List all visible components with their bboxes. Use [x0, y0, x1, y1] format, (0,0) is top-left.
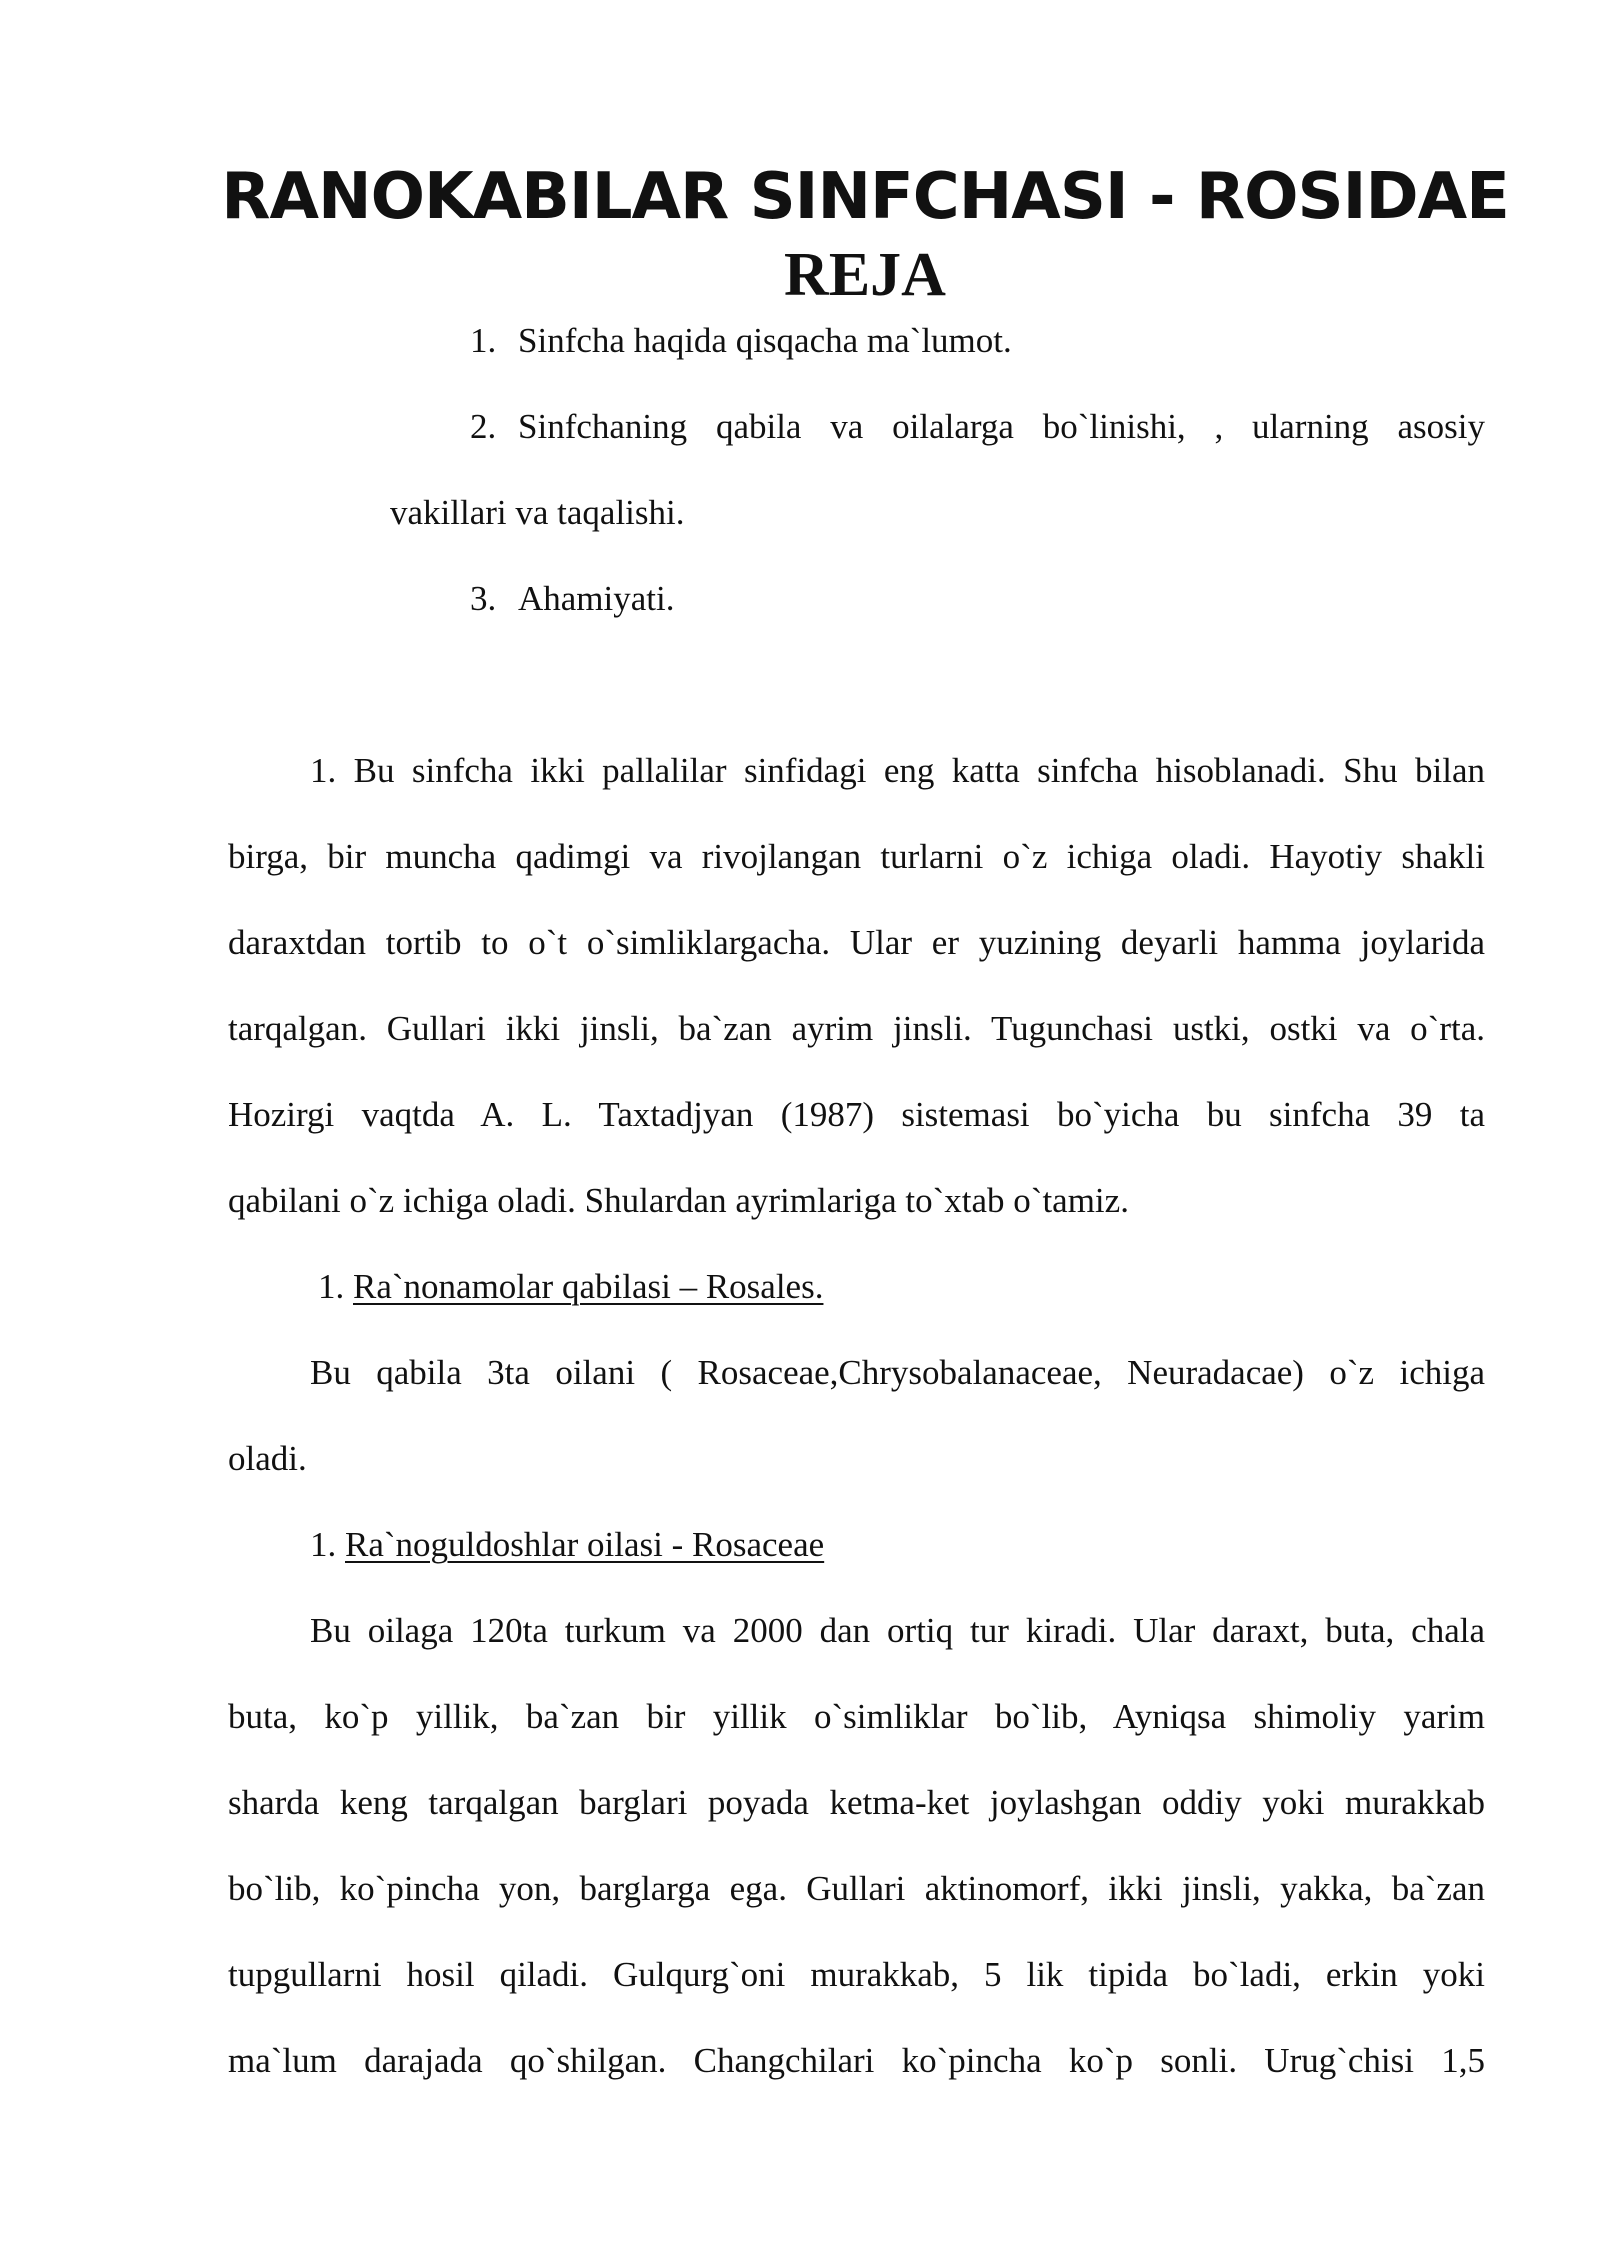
family-line-4: bo`lib, ko`pincha yon, barglarga ega. Gullari aktinomorf, ikki jinsli, yakka, ba`zan [228, 1869, 1485, 1908]
family-heading [310, 1502, 824, 1588]
plan-item-number: 3. [470, 579, 497, 618]
section1-line-2: birga, bir muncha qadimgi va rivojlangan turlarni o`z ichiga oladi. Hayotiy shakli [228, 837, 1485, 876]
family-number: 1. [310, 1525, 337, 1564]
order-title: Ra`nonamolar qabilasi – Rosales. [353, 1267, 824, 1306]
family-line-3: sharda keng tarqalgan barglari poyada ketma-ket joylashgan oddiy yoki murakkab [228, 1783, 1485, 1822]
family-title: Ra`noguldoshlar oilasi - Rosaceae [345, 1525, 825, 1564]
order-desc-line-1: Bu qabila 3ta oilani ( Rosaceae,Chrysobalanaceae, Neuradacae) o`z ichiga [310, 1353, 1485, 1392]
plan-item-1 [470, 298, 1012, 384]
section1-line-5: Hozirgi vaqtda A. L. Taxtadjyan (1987) sistemasi bo`yicha bu sinfcha 39 ta [228, 1095, 1485, 1134]
plan-item-number: 1. [470, 321, 497, 360]
family-line-1: Bu oilaga 120ta turkum va 2000 dan ortiq tur kiradi. Ular daraxt, buta, chala [310, 1611, 1485, 1650]
section1-line-4: tarqalgan. Gullari ikki jinsli, ba`zan ayrim jinsli. Tugunchasi ustki, ostki va o`rta. [228, 1009, 1485, 1048]
plan-item-text: Sinfchaning qabila va oilalarga bo`linishi, , ularning asosiy [518, 407, 1485, 446]
plan-heading: REJA [784, 241, 946, 309]
section1-line-3: daraxtdan tortib to o`t o`simliklargacha. Ular er yuzining deyarli hamma joylarida [228, 923, 1485, 962]
section1-line-1: 1. Bu sinfcha ikki pallalilar sinfidagi eng katta sinfcha hisoblanadi. Shu bilan [310, 751, 1485, 790]
document-title: RANOKABILAR SINFCHASI - ROSIDAE [221, 160, 1509, 234]
order-desc-line-2: oladi. [228, 1439, 307, 1478]
family-line-2: buta, ko`p yillik, ba`zan bir yillik o`simliklar bo`lib, Ayniqsa shimoliy yarim [228, 1697, 1485, 1736]
plan-item-2-continuation: vakillari va taqalishi. [390, 493, 685, 532]
plan-item-text: Sinfcha haqida qisqacha ma`lumot. [518, 321, 1012, 360]
plan-item-2 [470, 384, 1485, 470]
order-number: 1. [318, 1267, 345, 1306]
family-line-5: tupgullarni hosil qiladi. Gulqurg`oni murakkab, 5 lik tipida bo`ladi, erkin yoki [228, 1955, 1485, 1994]
plan-item-number: 2. [470, 407, 497, 446]
order-heading [318, 1244, 823, 1330]
section1-line-6: qabilani o`z ichiga oladi. Shulardan ayrimlariga to`xtab o`tamiz. [228, 1181, 1129, 1220]
plan-item-text: Ahamiyati. [518, 579, 675, 618]
plan-item-3 [470, 556, 675, 642]
family-line-6: ma`lum darajada qo`shilgan. Changchilari ko`pincha ko`p sonli. Urug`chisi 1,5 [228, 2041, 1485, 2080]
